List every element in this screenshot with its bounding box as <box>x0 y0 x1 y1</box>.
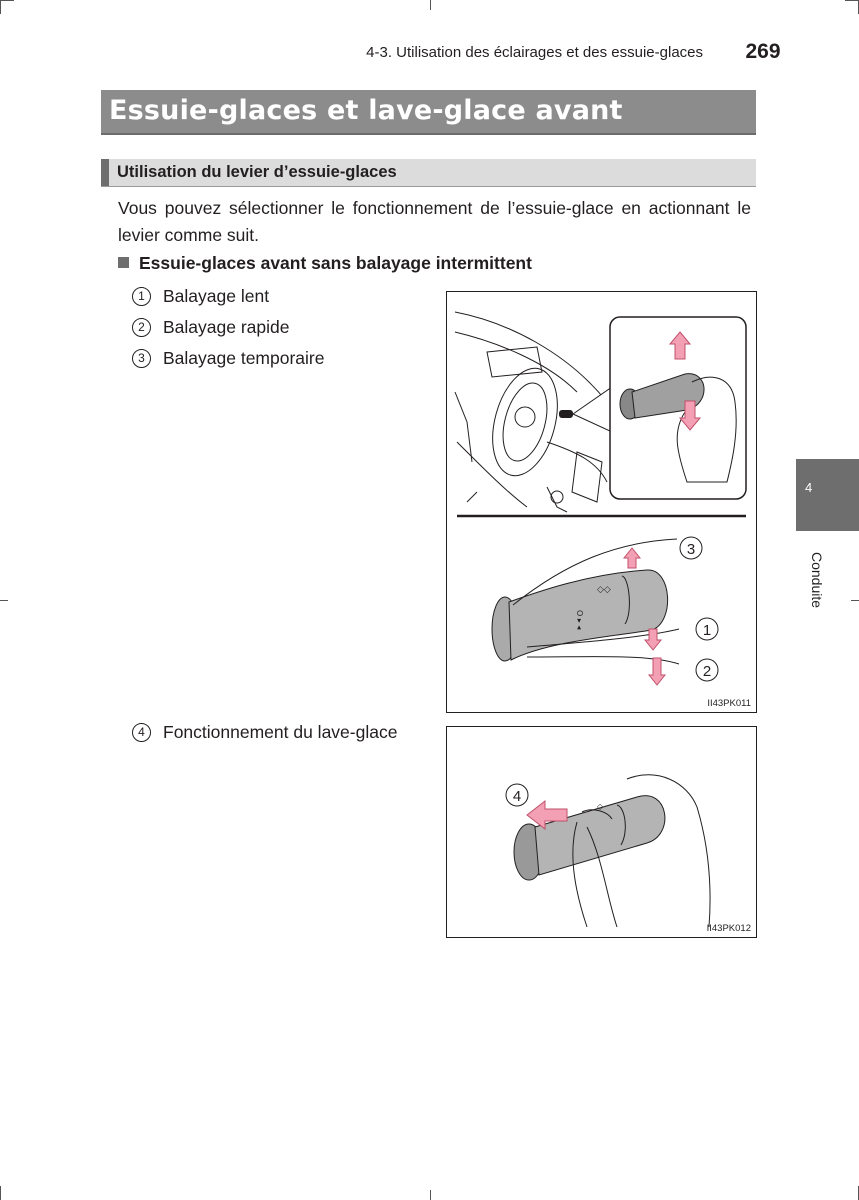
page-number: 269 <box>745 40 781 63</box>
arrow-down-icon <box>645 629 661 650</box>
wiper-lever-illustration <box>447 292 756 712</box>
wiper-lever-figure <box>446 291 757 713</box>
crop-mark <box>430 1190 431 1200</box>
svg-text:O ▸ ◂: O ▸ ◂ <box>575 610 584 630</box>
arrow-down-icon <box>649 658 665 685</box>
subtitle-bar <box>101 159 756 187</box>
crop-mark <box>851 600 859 601</box>
chapter-tab <box>796 459 859 531</box>
arrow-up-icon <box>624 548 640 568</box>
list-item-label: Balayage temporaire <box>163 348 325 368</box>
list-item-label: Balayage rapide <box>163 317 290 337</box>
list-item <box>132 286 269 307</box>
list-item-label: Fonctionnement du lave-glace <box>163 722 398 742</box>
circled-number: 1 <box>132 287 151 306</box>
subtitle-accent <box>101 159 109 186</box>
crop-mark <box>430 0 431 10</box>
svg-text:◇: ◇ <box>597 802 604 811</box>
callout-4: 4 <box>512 788 522 805</box>
bullet-heading <box>118 253 532 274</box>
bullet-heading-text: Essuie-glaces avant sans balayage intermittent <box>139 253 532 273</box>
chapter-label: Conduite <box>809 551 825 609</box>
crop-mark <box>0 600 8 601</box>
circled-number: 3 <box>132 349 151 368</box>
zoom-pointer <box>573 387 612 432</box>
callout-2: 2 <box>702 663 712 680</box>
subtitle: Utilisation du levier d’essuie-glaces <box>117 163 397 181</box>
page-title: Essuie-glaces et lave-glace avant <box>109 95 623 126</box>
crop-mark <box>0 0 1 14</box>
list-item-label: Balayage lent <box>163 286 270 306</box>
washer-illustration <box>447 727 756 937</box>
circled-number: 2 <box>132 318 151 337</box>
section-header: 4-3. Utilisation des éclairages et des essuie-glaces <box>366 44 703 61</box>
chapter-number: 4 <box>805 480 813 495</box>
svg-text:◇◇: ◇◇ <box>597 585 611 595</box>
intro-paragraph: Vous pouvez sélectionner le fonctionnement de l’essuie-glace en actionnant le levier comme suit. <box>118 198 751 245</box>
list-item <box>132 722 397 743</box>
lever-stub <box>559 410 573 418</box>
lever-detail <box>492 570 668 661</box>
washer-figure <box>446 726 757 938</box>
figure-code: II43PK012 <box>706 923 751 934</box>
crop-mark <box>845 0 859 1</box>
list-item <box>132 348 324 369</box>
figure-code: II43PK011 <box>707 698 751 709</box>
crop-mark <box>0 1186 1 1200</box>
page-title-bar <box>101 90 756 135</box>
callout-3: 3 <box>686 541 696 558</box>
square-bullet-icon <box>118 257 129 268</box>
list-item <box>132 317 289 338</box>
callout-1: 1 <box>702 622 712 639</box>
circled-number: 4 <box>132 723 151 742</box>
crop-mark <box>0 0 14 1</box>
